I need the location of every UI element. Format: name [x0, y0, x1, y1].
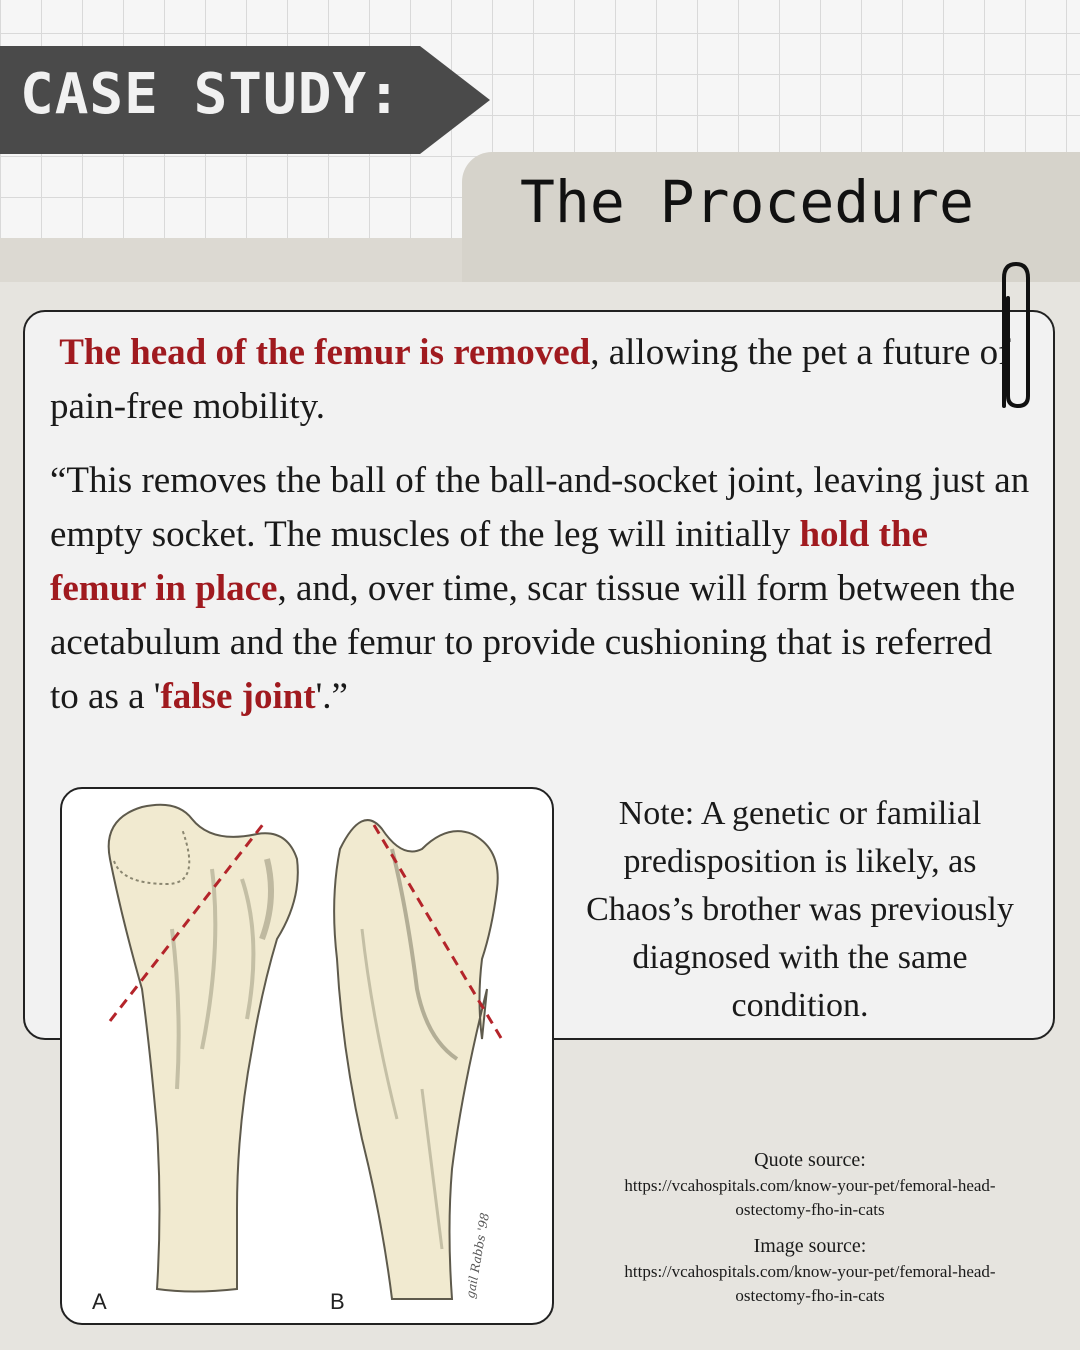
- highlight-hold-femur: hold the femur in place: [50, 514, 928, 609]
- quote-text-2: , and, over time, scar tissue will form between the acetabulum and the femur to provide cushioning that is referred to as a ': [50, 568, 1016, 717]
- image-source-url: https://vcahospitals.com/know-your-pet/femoral-head-ostectomy-fho-in-cats: [624, 1262, 996, 1305]
- quote-source-label: Quote source:: [754, 1149, 866, 1171]
- image-source-label: Image source:: [753, 1235, 867, 1257]
- artist-signature: gail Rabbs '98: [463, 1211, 493, 1300]
- intro-rest: , allowing the pet a future of pain-free mobility.: [50, 332, 1011, 427]
- quote-source-url: https://vcahospitals.com/know-your-pet/femoral-head-ostectomy-fho-in-cats: [624, 1176, 996, 1219]
- quote-text-1: “This removes the ball of the ball-and-socket joint, leaving just an empty socket. The muscles of the leg will initially: [50, 460, 1030, 555]
- quote-paragraph: [50, 454, 1030, 724]
- paperclip-icon: [990, 258, 1034, 410]
- femur-diagram: [62, 789, 552, 1323]
- sources-block: [610, 1146, 1010, 1308]
- note-text: Note: A genetic or familial predisposition is likely, as Chaos’s brother was previously diagnosed with the same condition.: [586, 795, 1014, 1024]
- highlight-false-joint: false joint: [160, 676, 316, 717]
- femur-illustration: [60, 787, 554, 1325]
- quote-text-3: '.”: [315, 676, 348, 717]
- page-title: The Procedure: [520, 168, 974, 236]
- label-a: A: [92, 1289, 107, 1314]
- label-b: B: [330, 1289, 345, 1314]
- intro-paragraph: [50, 326, 1030, 434]
- case-study-label: CASE STUDY:: [20, 62, 402, 127]
- highlight-femur-removed: The head of the femur is removed: [59, 332, 591, 373]
- femur-a-drawing: [109, 805, 298, 1292]
